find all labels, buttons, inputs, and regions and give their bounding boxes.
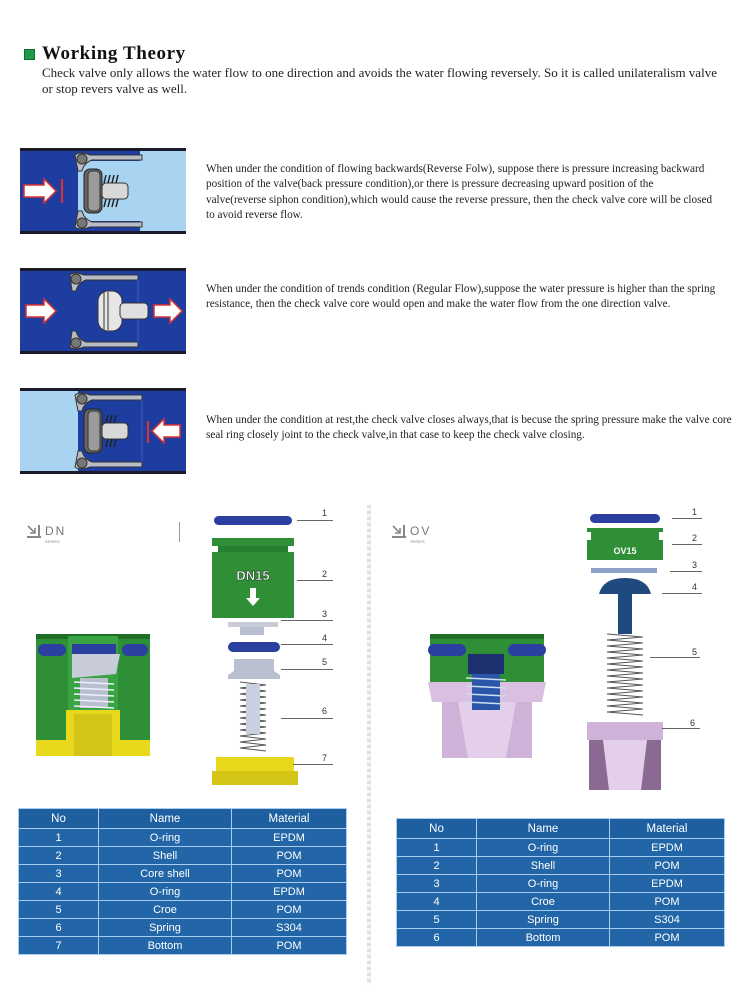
callout-1: 1 [322,508,328,518]
callout-3: 3 [692,560,698,570]
dn-exploded-view [210,512,300,792]
intro-paragraph: Check valve only allows the water flow to one direction and avoids the water flowing reversely. So it is called unilateralism valve or stop revers valve as well. [42,65,717,96]
reverse-flow-description: When under the condition of flowing backwards(Reverse Folw), suppose there is pressure increasing backward position of the valve(back pressure condition),or there is pressure decreasing upward position of the valve(reverse siphon condition),which would cause the reverse pressure, then the check valve core will be closed to avoid reverse flow. [206,163,713,221]
column-header-material: Material [232,809,347,829]
dn-parts-table [18,808,347,955]
table-row: 5 Croe POM [19,901,347,919]
callout-7: 7 [322,753,328,763]
table-row: 6 Spring S304 [19,919,347,937]
column-header-no: No [19,809,99,829]
svg-text:OV15: OV15 [613,546,637,556]
table-row: 4 Croe POM [397,893,725,911]
table-row: 7 Bottom POM [19,937,347,955]
callout-3: 3 [322,609,328,619]
square-bullet-icon [24,49,35,60]
arrow-logo-icon [27,525,41,539]
table-row: 2 Shell POM [19,847,347,865]
callout-1: 1 [692,507,698,517]
callout-4: 4 [322,633,328,643]
column-header-name: Name [99,809,232,829]
callout-6: 6 [690,718,696,728]
page-title: Working Theory [42,43,186,64]
table-row: 5 Spring S304 [397,911,725,929]
callout-6: 6 [322,706,328,716]
svg-text:DN15: DN15 [236,568,270,583]
callout-4: 4 [692,582,698,592]
column-header-name: Name [477,819,610,839]
arrow-logo-icon [392,525,406,539]
table-row: 2 Shell POM [397,857,725,875]
reverse-flow-diagram [20,148,186,234]
ov-series-logo: OV SERIES [392,525,431,545]
callout-2: 2 [322,569,328,579]
table-row: 1 O-ring EPDM [397,839,725,857]
at-rest-description: When under the condition at rest,the check valve closes always,that is becuse the spring pressure make the valve core seal ring closely joint to the check valve,in that case to keep the check valve closing. [206,414,732,442]
ov-assembled-cutaway [428,634,548,758]
callout-5: 5 [692,647,698,657]
dn-assembled-cutaway [36,634,150,756]
at-rest-diagram [20,388,186,474]
regular-flow-description: When under the condition of trends condition (Regular Flow),suppose the water pressure is higher than the spring resistance, then the check valve core would open and make the water flow from the one direction valve. [206,283,716,311]
table-row: 4 O-ring EPDM [19,883,347,901]
callout-5: 5 [322,657,328,667]
table-row: 6 Bottom POM [397,929,725,947]
ov-exploded-view [585,510,665,800]
section-divider [367,505,371,985]
table-row: 3 Core shell POM [19,865,347,883]
section-heading [24,43,186,65]
table-row: 3 O-ring EPDM [397,875,725,893]
ov-parts-table [396,818,725,947]
dn-series-logo: DN SERIES [27,525,66,545]
vertical-bar [179,522,180,542]
table-row: 1 O-ring EPDM [19,829,347,847]
callout-2: 2 [692,533,698,543]
column-header-no: No [397,819,477,839]
regular-flow-diagram [20,268,186,354]
column-header-material: Material [610,819,725,839]
